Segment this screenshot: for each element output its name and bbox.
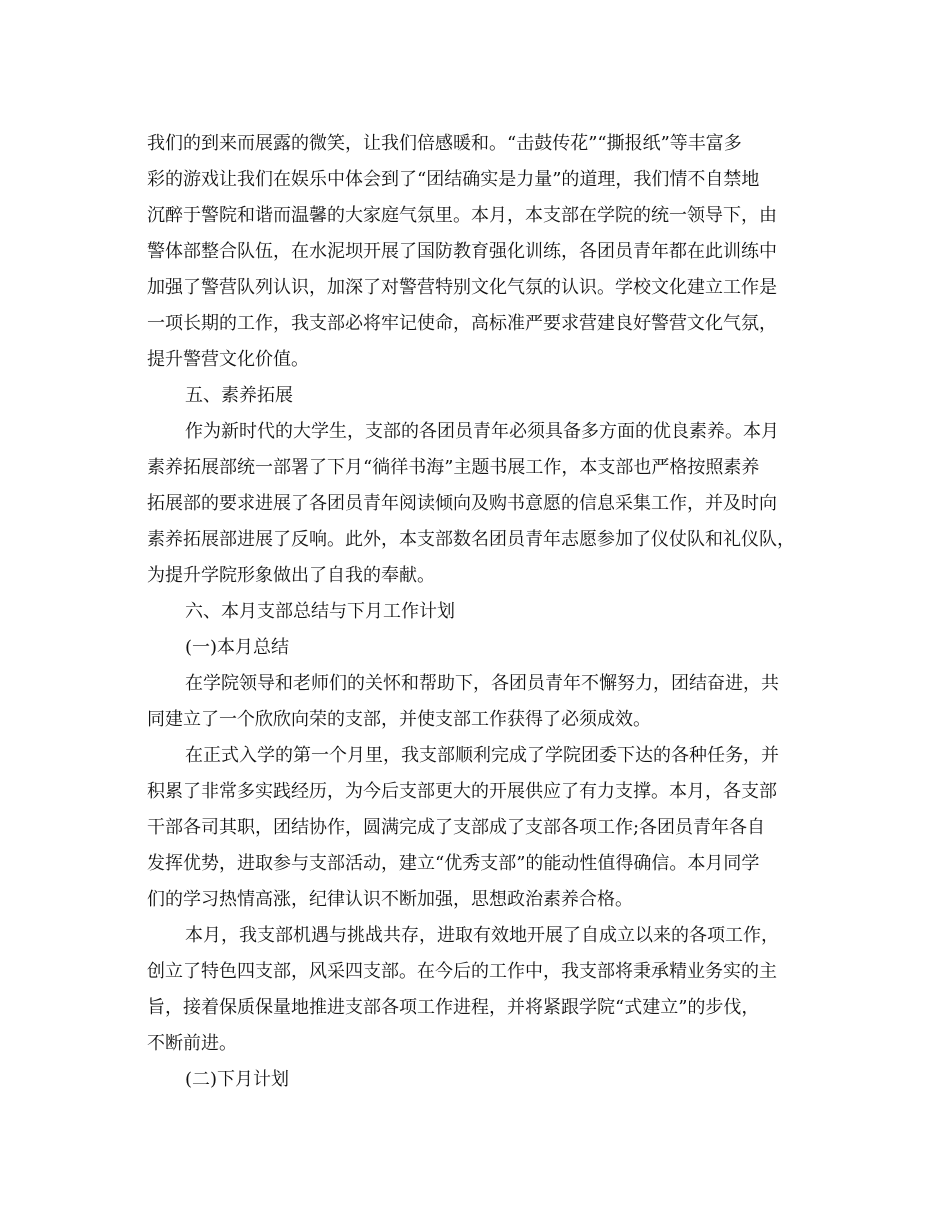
- text-line: 发挥优势，进取参与支部活动，建立“优秀支部”的能动性值得确信。本月同学: [147, 853, 760, 874]
- text-line: 作为新时代的大学生，支部的各团员青年必须具备多方面的优良素养。本月: [185, 421, 779, 442]
- text-line: 拓展部的要求进展了各团员青年阅读倾向及购书意愿的信息采集工作，并及时向: [147, 493, 777, 514]
- text-line: 沉醉于警院和谐而温馨的大家庭气氛里。本月，本支部在学院的统一领导下，由: [147, 205, 777, 226]
- text-line: 我们的到来而展露的微笑，让我们倍感暖和。“击鼓传花”“撕报纸”等丰富多: [147, 133, 742, 154]
- text-line: 素养拓展部统一部署了下月“徜徉书海”主题书展工作，本支部也严格按照素养: [147, 457, 760, 478]
- text-line: 一项长期的工作，我支部必将牢记使命，高标准严要求营建良好警营文化气氛，: [147, 313, 777, 334]
- text-line: 创立了特色四支部，风采四支部。在今后的工作中，我支部将秉承精业务实的主: [147, 961, 777, 982]
- text-line: 彩的游戏让我们在娱乐中体会到了“团结确实是力量”的道理，我们情不自禁地: [147, 169, 760, 190]
- text-line: 干部各司其职，团结协作，圆满完成了支部成了支部各项工作;各团员青年各自: [147, 817, 766, 838]
- text-line: 旨，接着保质保量地推进支部各项工作进程，并将紧跟学院“式建立”的步伐，: [147, 997, 760, 1018]
- document-body: [147, 126, 807, 1098]
- text-line: (二)下月计划: [185, 1069, 290, 1090]
- text-line: 不断前进。: [147, 1033, 237, 1054]
- text-line: 六、本月支部总结与下月工作计划: [185, 601, 455, 622]
- text-line: 们的学习热情高涨，纪律认识不断加强，思想政治素养合格。: [147, 889, 633, 910]
- text-line: 积累了非常多实践经历，为今后支部更大的开展供应了有力支撑。本月，各支部: [147, 781, 777, 802]
- text-line: 五、素养拓展: [185, 385, 293, 406]
- text-line: 提升警营文化价值。: [147, 349, 309, 370]
- text-line: 本月，我支部机遇与挑战共存，进取有效地开展了自成立以来的各项工作，: [185, 925, 779, 946]
- text-line: 素养拓展部进展了反响。此外，本支部数名团员青年志愿参加了仪仗队和礼仪队，: [147, 529, 795, 550]
- text-line: 为提升学院形象做出了自我的奉献。: [147, 565, 435, 586]
- text-line: 在正式入学的第一个月里，我支部顺利完成了学院团委下达的各种任务，并: [185, 745, 779, 766]
- text-line: 在学院领导和老师们的关怀和帮助下，各团员青年不懈努力，团结奋进，共: [185, 673, 779, 694]
- text-line: (一)本月总结: [185, 637, 290, 658]
- text-line: 同建立了一个欣欣向荣的支部，并使支部工作获得了必须成效。: [147, 709, 651, 730]
- text-line: 警体部整合队伍，在水泥坝开展了国防教育强化训练，各团员青年都在此训练中: [147, 241, 777, 262]
- text-line: 加强了警营队列认识，加深了对警营特别文化气氛的认识。学校文化建立工作是: [147, 277, 777, 298]
